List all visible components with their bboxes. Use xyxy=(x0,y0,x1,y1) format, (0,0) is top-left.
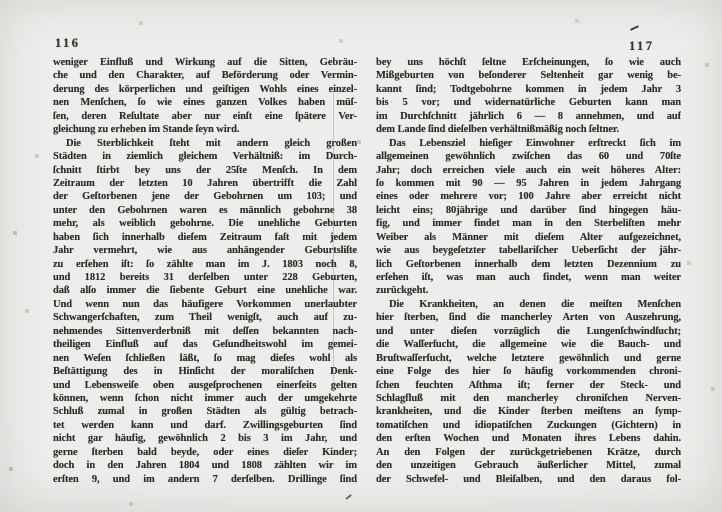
page-number-left: 116 xyxy=(55,36,81,50)
text-line: den erſten Wochen und Monaten ihres Lebens dahin. xyxy=(376,433,681,445)
text-line: wie aus beygeſetzter tabellariſcher Ueberſicht der jähr- xyxy=(376,245,681,257)
text-line: Mißgeburten von beſonderer Seltenheit gar wenig be- xyxy=(376,70,681,82)
text-line: gerne ſterben bald beyde, oder eines dieſer Kinder; xyxy=(53,446,357,458)
text-line: bis 5 vor; und widernatürliche Geburten kann man xyxy=(376,97,681,109)
text-line: zu erſehen iſt: ſo zählte man im J. 1803 noch 8, xyxy=(53,258,357,270)
text-line: dem Lande ſind dieſelben verhältnißmäßig noch ſeltner. xyxy=(376,124,620,136)
text-line: krankheiten, und die Kinder ſterben meiſtens an ſymp- xyxy=(376,406,681,418)
right-page-text xyxy=(376,56,681,486)
text-line: Schwangerſchaften, zum Theil wenigſt, auch auf zu- xyxy=(53,312,357,324)
text-line: Zeitraum der letzten 10 Jahren übertrifft die Zahl xyxy=(53,177,357,189)
text-line: und 1812 bereits 31 derſelben unter 228 Geburten, xyxy=(53,272,357,283)
text-line: tet werden kann und darf. Zwillingsgeburten ſind xyxy=(53,419,357,431)
gutter-shadow xyxy=(333,92,334,392)
text-line: doch in den Jahren 1804 und 1808 zählten wir im xyxy=(53,460,357,472)
text-line: Weiber als Männer mit dieſem Alter aufgezeichnet, xyxy=(376,231,681,243)
text-line: eines oder mehrere vor; 100 Jahre aber erreicht nicht xyxy=(376,191,681,203)
text-line: kannt ſind; Todtgebohrne kommen in jedem Jahr 3 xyxy=(376,83,681,95)
ink-mark xyxy=(345,494,351,499)
text-line: eine Folge des hier ſo häufig vorkommenden chroni- xyxy=(376,366,681,378)
text-line: Städten in ziemlich gleichem Verhältniß: im Durch- xyxy=(53,151,357,163)
text-line: weniger Einfluß und Wirkung auf die Sitten, Gebräu- xyxy=(53,57,357,68)
text-line: gleichung zu erheben im Stande ſeyn wird. xyxy=(53,124,240,136)
text-line: im Durchſchnitt jährlich 6 — 8 annehmen, und auf xyxy=(376,110,681,122)
text-line: Jahr; doch erreichen viele auch ein weit höheres Alter: xyxy=(376,164,681,176)
text-line: nen Menſchen, ſo wie eines ganzen Volkes haben müſ- xyxy=(53,97,357,109)
text-line: nen Weſen ſchließen läßt, ſo mag dieſes wohl als xyxy=(53,352,357,364)
text-line: theiligen Einfluß auf das Geſundheitswohl im gemei- xyxy=(53,339,357,351)
text-line: fig, und immer findet man in den Sterbeliſten mehr xyxy=(376,218,681,230)
text-line: Beſtättigung des in Hinſicht der moraliſchen Denk- xyxy=(53,366,357,378)
text-line: ſchnitt ſtirbt bey uns der 25ſte Menſch. In dem xyxy=(53,164,357,176)
text-line: ſo kommen mit 90 — 95 Jahren in jedem Jahrgang xyxy=(376,177,681,189)
text-line: haben ſich innerhalb dieſem Zeitraum faſt mit jedem xyxy=(53,231,357,243)
text-line: Und wenn nun das häufigere Vorkommen unerlaubter xyxy=(53,298,357,310)
text-line: allgemeinen gewöhnlich zwiſchen das 60 und 70ſte xyxy=(376,151,681,163)
text-line: bey uns höchſt ſeltne Erſcheinungen, ſo wie auch xyxy=(376,57,681,68)
text-line: Schluß zumal in großen Städten als gültig betrach- xyxy=(53,406,357,418)
text-line: nicht gar häufig, gewöhnlich 2 bis 3 im Jahr, und xyxy=(53,433,357,445)
text-line: tomatiſchen und idiopatiſchen Zuckungen (Gichtern) in xyxy=(376,419,681,431)
text-line: und Lebensweiſe oben ausgeſprochenen einerſeits gelten xyxy=(53,379,357,391)
page-number-right: 117 xyxy=(629,39,655,53)
text-line: erſten 9, und im andern 7 derſelben. Drillinge ſind xyxy=(53,473,357,485)
ink-mark xyxy=(630,25,639,31)
text-line: Die Krankheiten, an denen die meiſten Menſchen xyxy=(389,298,681,310)
text-line: nehmendes Sittenverderbniß mit deſſen bekannten nach- xyxy=(53,325,357,337)
text-line: zurückgeht. xyxy=(376,285,429,297)
text-line: An den Folgen der zurückgetriebenen Krätze, durch xyxy=(376,446,681,458)
text-line: Die Sterblichkeit ſteht mit andern gleich großen xyxy=(66,137,357,149)
text-line: unter den Gebohrnen waren es männlich gebohrne 38 xyxy=(53,204,357,216)
text-line: den unzeitigen Gebrauch äußerlicher Mittel, zumal xyxy=(376,460,681,472)
text-line: und unter dieſen vorzüglich die Lungenſchwindſucht; xyxy=(376,325,681,337)
text-line: können, wenn ſchon nicht immer auch der umgekehrte xyxy=(53,392,357,404)
text-line: die Waſſerſucht, die allgemeine wie die Bauch- und xyxy=(376,339,681,351)
text-line: hier ſterben, ſind die mancherley Arten von Auszehrung, xyxy=(376,312,681,324)
text-line: Jahr vermehrt, wie aus anhängender Geburtsliſte xyxy=(53,245,357,257)
text-line: erſehen iſt, was man auch findet, wenn man weiter xyxy=(376,272,681,283)
text-line: che und den Charakter, auf Beförderung oder Vermin- xyxy=(53,70,357,82)
text-line: Schlagfluß mit den mancherley chroniſchen Nerven- xyxy=(376,392,681,404)
text-line: der Schwefel- und Bleiſalben, und den daraus fol- xyxy=(376,473,681,485)
text-line: lich Geſtorbenen innerhalb dem letzten Dezennium zu xyxy=(376,258,681,270)
text-line: der Geſtorbenen jene der Gebohrnen um 103; und xyxy=(53,191,357,203)
left-page-text xyxy=(53,56,357,486)
text-line: Bruſtwaſſerſucht, welche letztere gewöhnlich und gerne xyxy=(376,352,681,364)
text-line: leicht eins; 80jährige und darüber ſind hingegen häu- xyxy=(376,204,681,216)
text-line: Das Lebensziel hieſiger Einwohner erſtreckt ſich im xyxy=(389,137,681,149)
paper-specks xyxy=(0,0,2,2)
text-line: mehr, als weiblich gebohrne. Die unehliche Geburten xyxy=(53,218,357,230)
text-line: daß alſo immer die ſiebente Geburt eine unehliche war. xyxy=(53,285,357,297)
text-line: derung des körperlichen und geiſtigen Wohls eines einzel- xyxy=(53,83,357,95)
text-line: ſchen feuchten Aſthma iſt; ferner der Steck- und xyxy=(376,379,681,391)
text-line: ſen, deren Reſultate aber nur einſt eine ſpätere Ver- xyxy=(53,110,357,122)
